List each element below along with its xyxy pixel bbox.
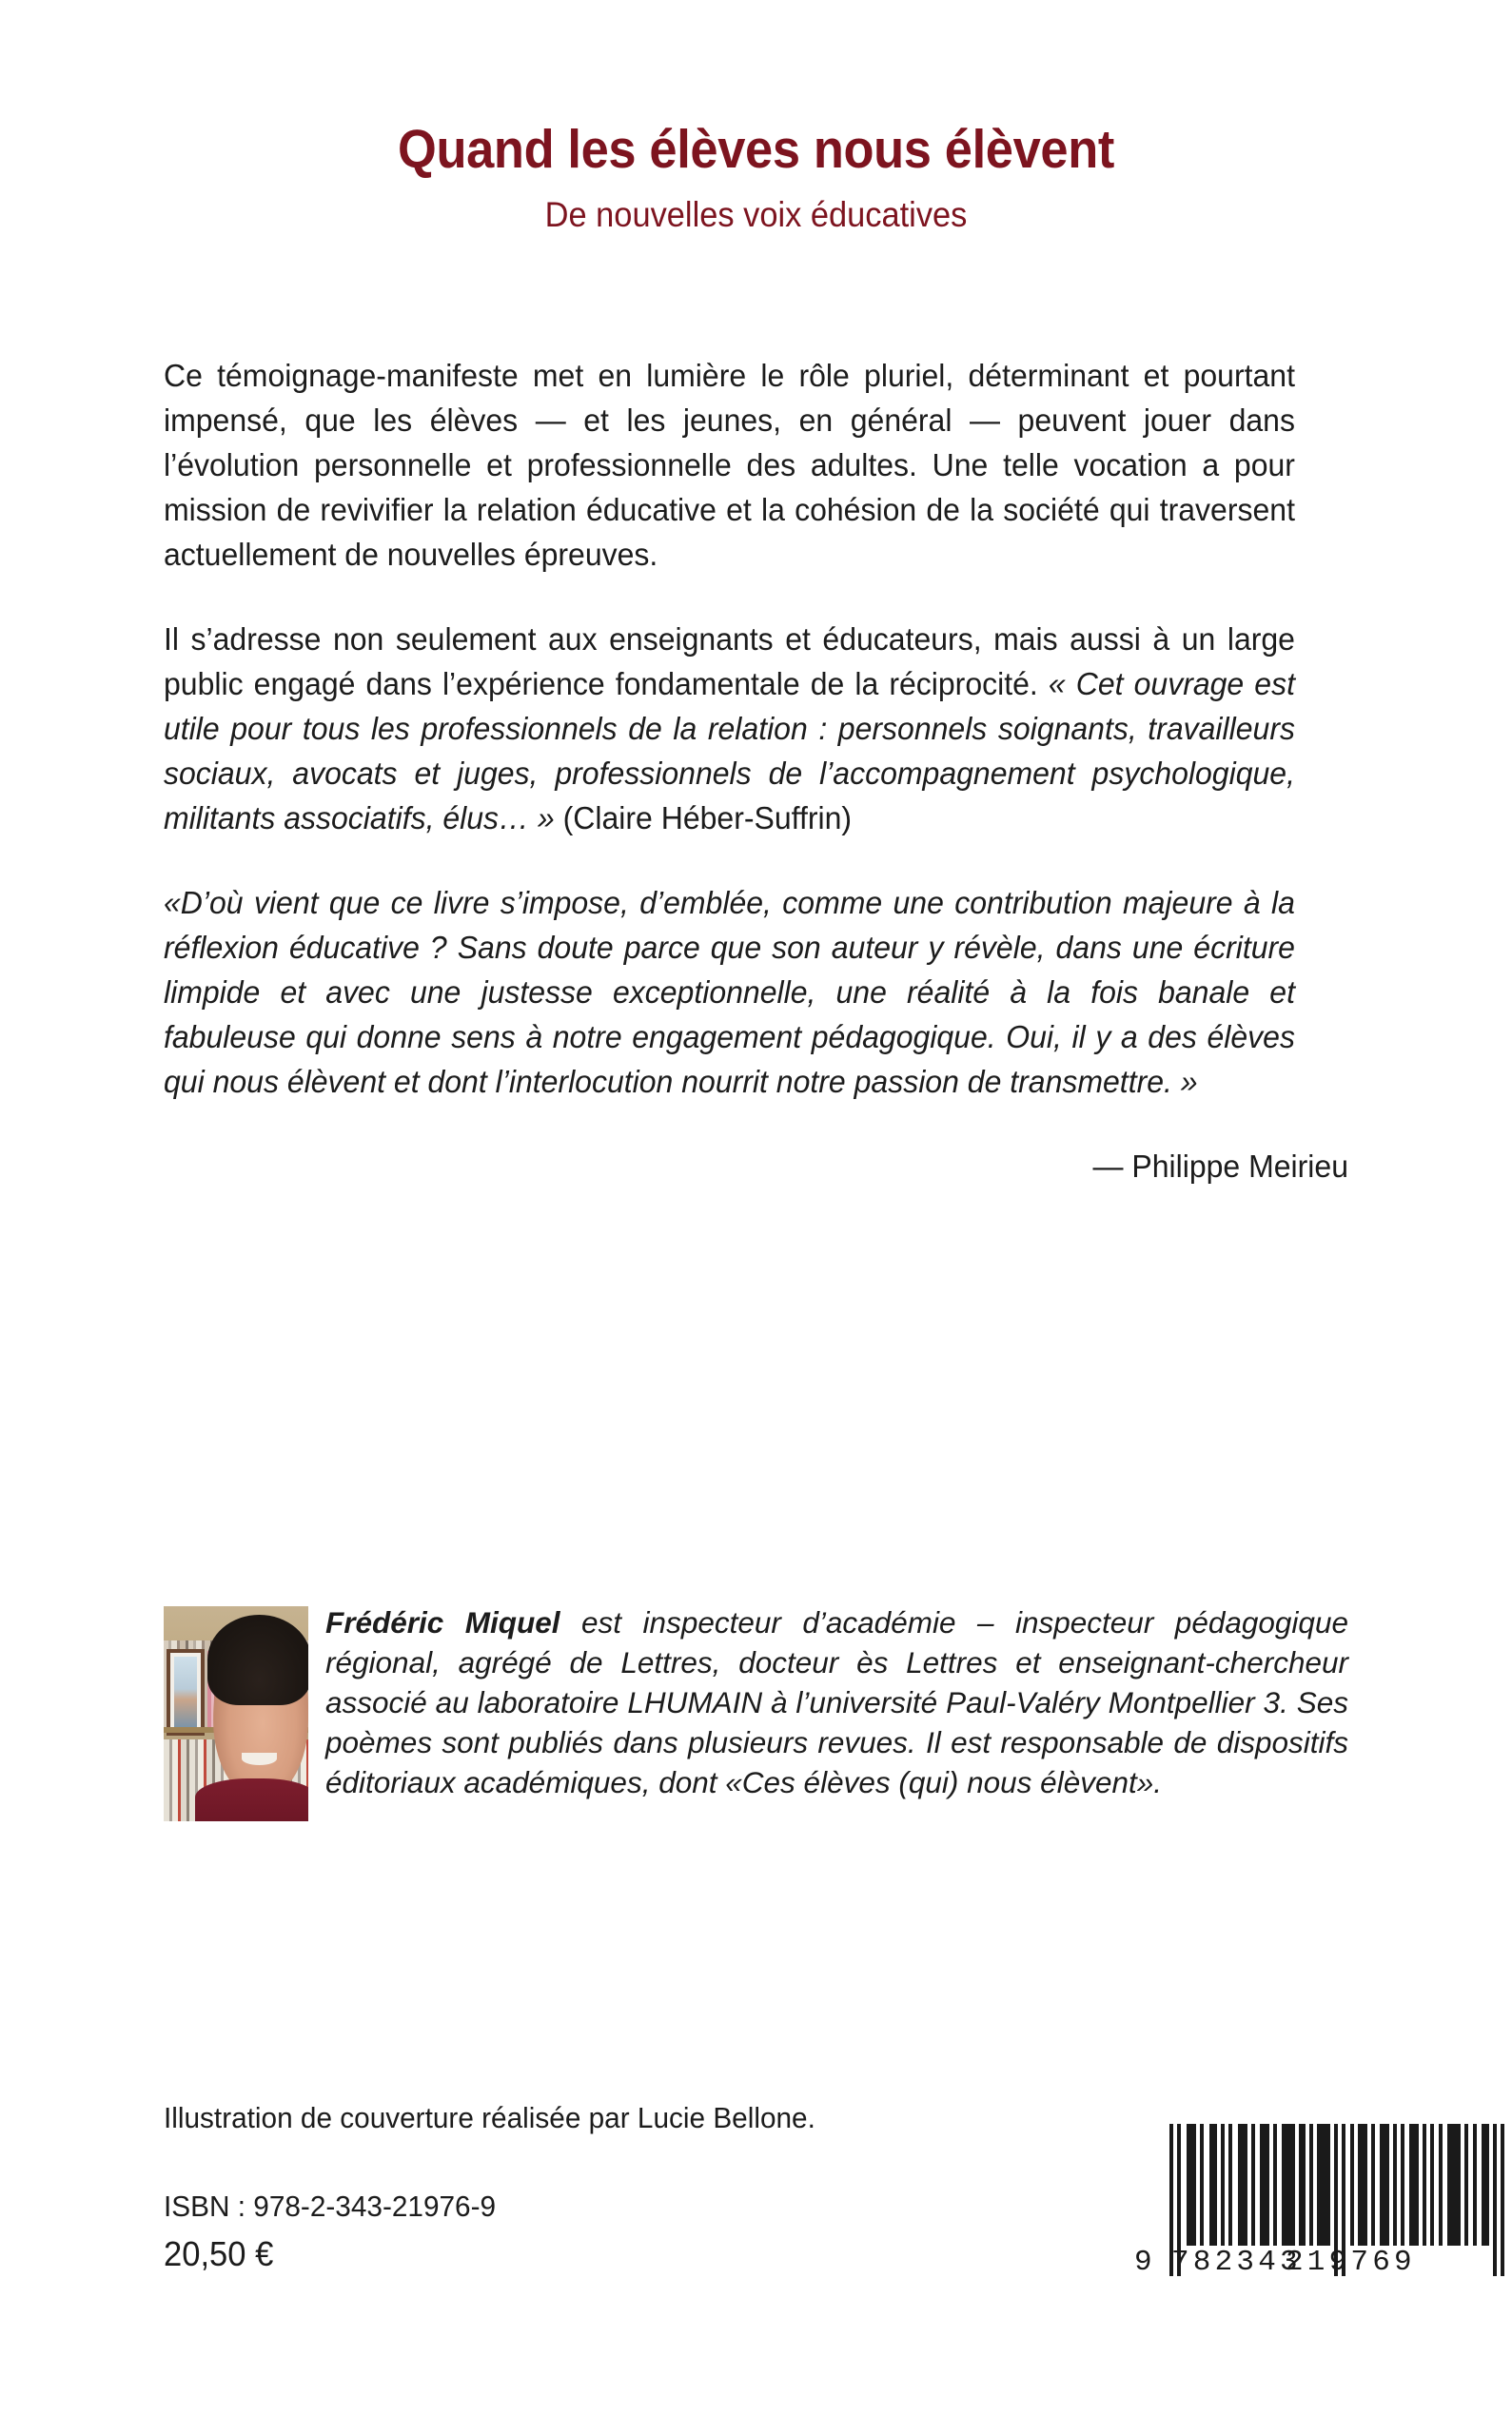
blurb-paragraph-2-lead: Il s’adresse non seulement aux enseignants et éducateurs, mais aussi à un large public engagé dans l’expérience fondamentale de la réciprocité. — [164, 622, 1295, 702]
barcode-bar — [1309, 2124, 1313, 2246]
framed-picture-icon — [167, 1649, 205, 1735]
isbn-value: ISBN : 978-2-343-21976-9 — [164, 2190, 497, 2223]
author-bio-block — [164, 1602, 1348, 1825]
barcode-bar — [1282, 2124, 1295, 2246]
barcode-bar — [1238, 2124, 1247, 2246]
barcode-bar — [1393, 2124, 1397, 2246]
barcode-bar — [1221, 2124, 1225, 2246]
barcode-bar — [1209, 2124, 1217, 2246]
meirieu-quote: «D’où vient que ce livre s’impose, d’emblée, comme une contribution majeure à la réflexion éducative ? Sans doute parce que son auteur y révèle, dans une écriture limpide et avec une justesse exceptionnelle, une réalité à la fois banale et fabuleuse qui donne sens à notre engagement pédagogique. Oui, il y a des élèves qui nous élèvent et dont l’interlocution nourrit notre passion de transmettre. » — [164, 886, 1295, 1100]
barcode-bar — [1299, 2124, 1306, 2246]
blurb-paragraph-1: Ce témoignage-manifeste met en lumière le rôle pluriel, déterminant et pourtant impensé, que les élèves — et les jeunes, en général — peuvent jouer dans l’évolution personnelle et professionnelle des adultes. Une telle vocation a pour mission de revivifier la relation éducative et la cohésion de la société qui traversent actuellement de nouvelles épreuves. — [164, 359, 1295, 573]
author-bio-text: est inspecteur d’académie – inspecteur pédagogique régional, agrégé de Lettres, docteur ès Lettres et enseignant-chercheur associé au laboratoire LHUMAIN à l’université Paul-Valéry Montpellier 3. Ses poèmes sont publiés dans plusieurs revues. Il est responsable de dispositifs éditoriaux académiques, dont «Ces élèves (qui) nous élèvent». — [325, 1605, 1348, 1799]
barcode-bar — [1423, 2124, 1426, 2246]
barcode-digits — [1133, 2246, 1428, 2284]
barcode-bar — [1228, 2124, 1232, 2246]
author-shirt — [195, 1778, 308, 1821]
barcode-bar — [1430, 2124, 1434, 2246]
page-subtitle: De nouvelles voix éducatives — [544, 194, 968, 234]
barcode-bar — [1482, 2124, 1489, 2246]
barcode-bar — [1501, 2124, 1504, 2276]
barcode-bar — [1447, 2124, 1461, 2246]
barcode-bar — [1401, 2124, 1404, 2246]
barcode-bar — [1464, 2124, 1468, 2246]
barcode-bar — [1409, 2124, 1419, 2246]
price-value: 20,50 € — [164, 2234, 274, 2273]
author-photo — [164, 1606, 308, 1821]
blurb-paragraph-2 — [164, 618, 1295, 841]
barcode-bar — [1317, 2124, 1330, 2246]
blurb-body — [164, 354, 1348, 1189]
meirieu-attribution: — Philippe Meirieu — [1092, 1149, 1348, 1185]
barcode-bar — [1473, 2124, 1477, 2246]
author-name: Frédéric Miquel — [325, 1605, 560, 1640]
heber-suffrin-source: (Claire Héber-Suffrin) — [554, 801, 853, 836]
heber-suffrin-quote: « Cet ouvrage est utile pour tous les professionnels de la relation : personnels soignants, travailleurs sociaux, avocats et juges, professionnels de l’accompagnement psychologique, militants associatifs, élus… » — [164, 667, 1295, 836]
barcode-bar — [1260, 2124, 1269, 2246]
barcode-bar — [1380, 2124, 1389, 2246]
barcode-bar — [1439, 2124, 1443, 2246]
page-title: Quand les élèves nous élèvent — [398, 119, 1114, 180]
barcode-left-group: 782343 — [1171, 2246, 1302, 2279]
barcode-bar — [1493, 2124, 1497, 2276]
illustration-credit: Illustration de couverture réalisée par Lucie Bellone. — [164, 2101, 815, 2134]
barcode-lead-digit: 9 — [1134, 2246, 1152, 2279]
author-smile — [242, 1753, 276, 1766]
barcode-bar — [1200, 2124, 1204, 2246]
barcode-right-group: 219769 — [1286, 2246, 1416, 2279]
barcode — [1133, 2124, 1428, 2328]
barcode-bar — [1350, 2124, 1354, 2246]
barcode-bar — [1273, 2124, 1277, 2246]
barcode-bar — [1358, 2124, 1367, 2246]
barcode-bar — [1371, 2124, 1375, 2246]
barcode-bar — [1251, 2124, 1255, 2246]
title-block — [0, 119, 1512, 235]
author-hair — [207, 1615, 308, 1705]
barcode-bar — [1187, 2124, 1196, 2246]
